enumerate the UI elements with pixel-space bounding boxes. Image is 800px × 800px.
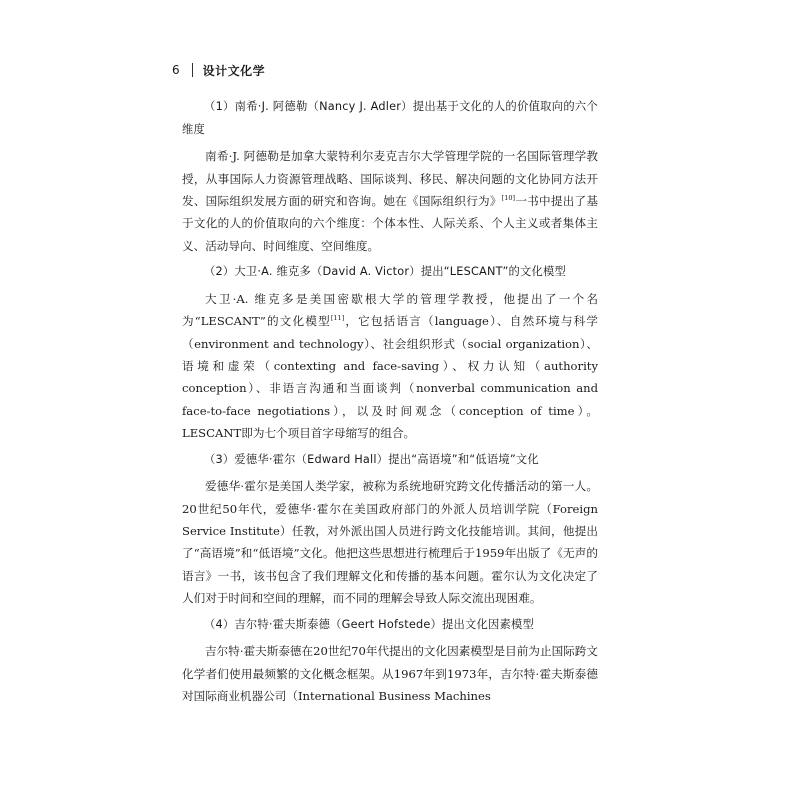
paragraph-text: 爱德华·霍尔是美国人类学家，被称为系统地研究跨文化传播活动的第一人。20世纪50年代，爱德华·霍尔在美国政府部门的外派人员培训学院（Foreign Service Institute）任教，对外派出国人员进行跨文化技能培训。其间，他提出了“高语境”和“低语境”文化。他把这些思想进行梳理后于1959年出版了《无声的语言》一书，该书包含了我们理解文化和传播的基本问题。霍尔认为文化决定了人们对于时间和空间的理解，而不同的理解会导致人际交流出现困难。 — [182, 479, 598, 606]
page-number: 6 — [172, 63, 180, 77]
paragraph-text: 一书中提出了基于文化的人的价值取向的六个维度：个体本性、人际关系、个人主义或者集体主义、活动导向、时间维度、空间维度。 — [182, 194, 598, 253]
section-paragraph-3 — [182, 475, 598, 609]
paragraph-text: 吉尔特·霍夫斯泰德在20世纪70年代提出的文化因素模型是目前为止国际跨文化学者们使用最频繁的文化概念框架。从1967年到1973年，吉尔特·霍夫斯泰德对国际商业机器公司（International Business Machines — [182, 644, 598, 704]
footnote-reference: [10] — [501, 194, 516, 203]
section-heading-2: （2）大卫·A. 维克多（David A. Victor）提出“LESCANT”的文化模型 — [204, 265, 567, 279]
footnote-reference: [11] — [330, 314, 345, 323]
paragraph-text: 南希·J. 阿德勒是加拿大蒙特利尔麦克吉尔大学管理学院的一名国际管理学教授，从事国际人力资源管理战略、国际谈判、移民、解决问题的文化协同方法开发、国际组织发展方面的研究和咨询。她在《国际组织行为》 — [182, 149, 598, 208]
section-paragraph-1 — [182, 145, 598, 257]
paragraph-text: ，它包括语言（language）、自然环境与科学（environment and technology）、社会组织形式（social organization）、语境和虚荣（contexting and face-saving）、权力认知（authority conception）、非语言沟通和当面谈判（nonverbal communication and face-to-face negotiations），以及时间观念（conception of time）。LESCANT即为七个项目首字母缩写的组合。 — [182, 314, 598, 441]
section-heading-1: （1）南希·J. 阿德勒（Nancy J. Adler）提出基于文化的人的价值取向的六个维度 — [182, 100, 598, 136]
header-divider — [192, 63, 193, 77]
page-header — [172, 60, 265, 80]
page-body — [182, 96, 598, 712]
section-paragraph-4 — [182, 640, 598, 707]
section-heading-4: （4）吉尔特·霍夫斯泰德（Geert Hofstede）提出文化因素模型 — [204, 617, 535, 631]
paragraph-text: 大卫·A. 维克多是美国密歇根大学的管理学教授，他提出了一个名为“LESCANT”的文化模型 — [182, 291, 598, 329]
running-title: 设计文化学 — [202, 63, 266, 78]
section-heading-3: （3）爱德华·霍尔（Edward Hall）提出“高语境”和“低语境”文化 — [204, 452, 539, 466]
section-paragraph-2 — [182, 288, 598, 445]
